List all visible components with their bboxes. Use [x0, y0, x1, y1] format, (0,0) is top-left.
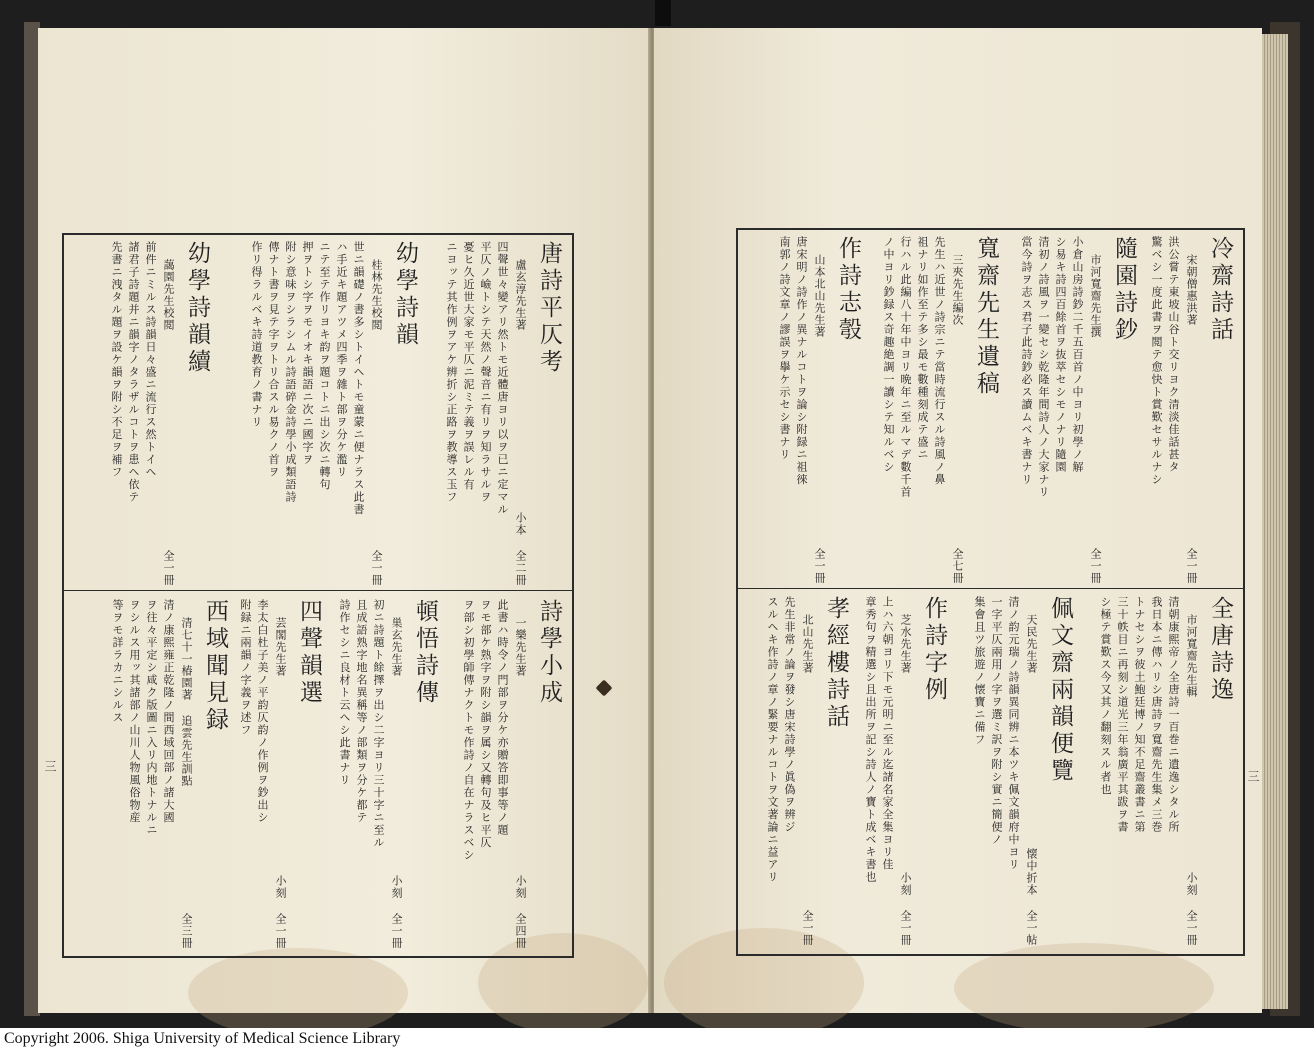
- entry-body-line: 清初ノ詩風ヲ一變セシ乾隆年間詩人ノ大家ナリ: [1037, 236, 1050, 499]
- book-author: 宋朝僧惠洪著: [1185, 254, 1198, 326]
- entry-body-line: スルヘキ作詩ノ章ノ緊要ナルコトヲ文著論ニ益アリ: [766, 596, 779, 884]
- catalog-entry: [237, 599, 326, 949]
- frame-divider: [64, 590, 572, 591]
- entry-body-line: 先生ハ近世ノ詩宗ニテ當時流行スル詩風ノ鼻: [933, 236, 946, 486]
- entry-body-line: 傳ナト書ヲ見テ字ヲトリ合スル易クノ首ヲ: [267, 241, 280, 479]
- entry-body-line: ヲ部シ初學師傳ナクトモ作詩ノ自在ナラスベシ: [462, 599, 475, 862]
- book-title: 隨園詩鈔: [1111, 236, 1137, 344]
- book-volume: 全一冊: [801, 910, 814, 946]
- page-folio: 三: [1246, 770, 1260, 782]
- book-volume: 小刻 全一冊: [1185, 872, 1198, 946]
- book-volume: 全一冊: [813, 548, 826, 584]
- book-title: 詩學小成: [536, 599, 562, 707]
- book-author: 天民先生著: [1025, 614, 1038, 674]
- book-volume: 小刻 全一冊: [390, 875, 403, 949]
- catalog-entry: [764, 596, 853, 946]
- entry-body-line: 平仄ノ嶮トシテ天然ノ聲音ニ有リヲ知ラサルヲ: [479, 241, 492, 504]
- entry-body-line: 憂ヒ久近世大家モ平仄ニ泥ミテ義ヲ誤レル有: [462, 241, 475, 491]
- book-author: 清七十一椿園著 追雲先生訓點: [180, 617, 193, 787]
- book-author: 芝水先生著: [899, 614, 912, 674]
- book-title: 四聲韻選: [296, 599, 322, 707]
- book-author: 桂林先生校閲: [370, 259, 383, 331]
- entry-body-line: 初ニ詩題ト餘擇ヲ出シ二字ヨリ三十字ニ至ル: [372, 599, 385, 849]
- book-author: 市河寬齋先生輯: [1185, 614, 1198, 698]
- entry-body-line: 且成語熟字地名異稱等ノ部類ヲ分ケ都テ: [355, 599, 368, 824]
- book-title: 作詩志彀: [835, 236, 861, 344]
- entry-body-line: ヲ往々平定シ咸ク版圖ニ入リ内地トナルニ: [145, 599, 158, 837]
- book-volume: 小本 全二冊: [514, 512, 527, 586]
- entry-body-line: 南郭ノ詩文章ノ謬誤ヲ擧ケ示セシ書ナリ: [778, 236, 791, 461]
- catalog-entry: [460, 599, 566, 949]
- book-author: 市河寬齋先生撰: [1089, 254, 1102, 338]
- book-title: 寬齋先生遺稿: [973, 236, 999, 398]
- frame-divider: [738, 588, 1243, 589]
- book-volume: 小刻 全一冊: [274, 875, 287, 949]
- book-volume: 懐中折本 全一帖: [1025, 848, 1038, 946]
- entry-body-line: 四聲世々變アリ然トモ近體唐ヨリ以ヲ已ニ定マル: [496, 241, 509, 516]
- entry-body-line: 祖ナリ如作至テ多シ最モ數種刻成テ盛ニ: [916, 236, 929, 461]
- entry-body-line: 三十帙目ニ再刻シ道光三年翁廣平其跋ヲ書: [1116, 596, 1129, 834]
- book-title: 孝經樓詩話: [823, 596, 849, 731]
- catalog-entry: [1018, 236, 1141, 584]
- book-title: 幼學詩韻: [392, 241, 418, 349]
- entry-body-line: 作リ得ラルベキ詩道教育ノ書ナリ: [250, 241, 263, 429]
- book-volume: 全三冊: [180, 913, 193, 949]
- entry-body-line: 集會且ツ旅遊ノ懐寶ニ備フ: [973, 596, 986, 746]
- catalog-entry: [971, 596, 1077, 946]
- water-stain: [188, 948, 408, 1028]
- page-edges: [1262, 34, 1288, 1009]
- entry-body-line: 等ヲモ詳ラカニシルス: [111, 599, 124, 724]
- book-title: 幼學詩韻續: [184, 241, 210, 376]
- entry-body-line: ノ中ヨリ鈔録ス奇趣絶調一讀シテ知ルベシ: [882, 236, 895, 474]
- entry-body-line: 章秀句ヲ精選シ且出所ヲ記シ詩人ノ寶ト成ベキ書也: [864, 596, 877, 884]
- right-catalog-frame: [736, 228, 1245, 956]
- book-author: 芸閣先生著: [274, 617, 287, 677]
- entry-body-line: シ極テ賞歎ス今又其ノ翻刻スル者也: [1099, 596, 1112, 796]
- entry-body-line: 前件ニミルス詩韻日々盛ニ流行ス然トイヘ: [144, 241, 157, 479]
- catalog-entry: [443, 241, 566, 586]
- entry-body-line: 此書ハ時令ノ門部ヲ分ケ亦贈答即事等ノ題: [496, 599, 509, 837]
- entry-body-line: 當今詩ヲ志ス君子此詩鈔必ス讀ムベキ書ナリ: [1020, 236, 1033, 486]
- catalog-entry: [776, 236, 865, 584]
- entry-body-line: 先書ニ洩タル題ヲ設ケ韻ヲ附シ不足ヲ補フ: [110, 241, 123, 479]
- entry-body-line: トナセシヲ彼土鮑廷博ノ知不足齋叢書ニ第: [1133, 596, 1146, 834]
- book-volume: 小刻 全四冊: [514, 875, 527, 949]
- catalog-entry: [862, 596, 951, 946]
- entry-body-line: ヲモ部ケ熟字ヲ附シ韻ヲ属シ又轉句及ヒ平仄: [479, 599, 492, 849]
- book-title: 唐詩平仄考: [536, 241, 562, 376]
- book-volume: 全一冊: [1185, 548, 1198, 584]
- entry-body-line: 上ハ六朝ヨリ下モ元明ニ至ル迄諸名家全集ヨリ佳: [881, 596, 894, 871]
- entry-body-line: 一字平仄兩用ノ字ヲ選ミ訳ヲ附シ實ニ簡便ノ: [990, 596, 1003, 846]
- page-folio: 三: [43, 760, 57, 772]
- bookmark-ribbon: [655, 0, 671, 26]
- catalog-entry: [1148, 236, 1237, 584]
- entry-body-line: 押ヲトシ字ヲモイオキ韻語ニ次ニ國字ヲ: [301, 241, 314, 466]
- entry-body-line: 清ノ康熙雍正乾隆ノ間西域回部ノ諸大國: [162, 599, 175, 824]
- entry-body-line: 驚ベシ一度此書ヲ閲テ愈快ト賞歎セサルナシ: [1150, 236, 1163, 486]
- copyright-notice: Copyright 2006. Shiga University of Medical Science Library: [4, 1030, 401, 1047]
- book-title: 頓悟詩傳: [412, 599, 438, 707]
- entry-body-line: 諸君子詩題并ニ韻字ノタラザルコトヲ患ヘ依テ: [127, 241, 140, 504]
- entry-body-line: 我日本ニ傳ハリシ唐詩ヲ寬齋先生集メ三巻: [1150, 596, 1163, 834]
- catalog-entry: [248, 241, 422, 586]
- entry-body-line: ニテ至テ作リヨキ韵ヲ題コトニ出シ次ニ轉句: [318, 241, 331, 491]
- book-author: 三夾先生編次: [951, 254, 964, 326]
- entry-body-line: 世ニ韻礎ノ書多シトイヘトモ童蒙ニ便ナラス此書: [352, 241, 365, 516]
- entry-body-line: ニヨッテ其作例ヲアケ辨折シ正路ヲ教導ス玉フ: [445, 241, 458, 504]
- entry-body-line: 詩作セシニ良材ト云ヘシ此書ナリ: [338, 599, 351, 787]
- entry-body-line: 清朝康熙帝ノ全唐詩一百巻ニ遺逸シタル所: [1167, 596, 1180, 834]
- entry-body-line: ハ手近キ題アツメ四季ヲ雜ト部ヲ分ケ濫リ: [335, 241, 348, 479]
- book-volume: 全一冊: [1089, 548, 1102, 584]
- book-title: 全唐詩逸: [1207, 596, 1233, 704]
- book-author: 北山先生著: [801, 614, 814, 674]
- book-author: 山本北山先生著: [813, 254, 826, 338]
- book-volume: 全一冊: [162, 550, 175, 586]
- entry-body-line: 附シ意味ヲシラシムル詩語碎金詩學小成類語詩: [284, 241, 297, 504]
- catalog-entry: [108, 241, 214, 586]
- entry-body-line: 清ノ韵元瑞ノ詩韻異同辨ニ本ツキ佩文韻府中ヨリ: [1007, 596, 1020, 871]
- book-author: 盧玄淳先生著: [514, 259, 527, 331]
- book-volume: 全一冊: [370, 550, 383, 586]
- entry-body-line: シ易キ詩四百餘首ヲ抜萃セシモノナリ隨園: [1054, 236, 1067, 474]
- entry-body-line: 唐宋明ノ詩作ノ異ナルコトヲ論シ附録ニ祖徠: [795, 236, 808, 486]
- book-volume: 全七冊: [951, 548, 964, 584]
- catalog-entry: [880, 236, 1003, 584]
- entry-body-line: ヲシルス用ッ其諸部ノ山川人物風俗物産: [128, 599, 141, 824]
- entry-body-line: 洪公嘗テ東坡山谷ト交リヨク清淡佳話甚タ: [1167, 236, 1180, 474]
- catalog-entry: [336, 599, 442, 949]
- book-author: 一樂先生著: [514, 617, 527, 677]
- book-volume: 小刻 全一冊: [899, 872, 912, 946]
- entry-body-line: 李太白杜子美ノ平韵仄韵ノ作例ヲ鈔出シ: [256, 599, 269, 824]
- entry-body-line: 先生非常ノ論ヲ發シ唐宋詩學ノ眞偽ヲ辨ジ: [783, 596, 796, 834]
- book-title: 西域聞見録: [202, 599, 228, 734]
- catalog-entry: [109, 599, 232, 949]
- book-author: 藹園先生校閲: [162, 259, 175, 331]
- entry-body-line: 行ハル此編八十年中ヨリ晩年ニ至ルマデ數千首: [899, 236, 912, 499]
- book-title: 作詩字例: [921, 596, 947, 704]
- left-catalog-frame: [62, 233, 574, 958]
- entry-body-line: 附録ニ兩韻ノ字義ヲ述フ: [239, 599, 252, 737]
- catalog-entry: [1097, 596, 1237, 946]
- entry-body-line: 小倉山房詩鈔二千五百首ノ中ヨリ初學ノ解: [1071, 236, 1084, 474]
- book-title: 冷齋詩話: [1207, 236, 1233, 344]
- book-title: 佩文齋兩韻便覽: [1047, 596, 1073, 785]
- book-author: 巣玄先生著: [390, 617, 403, 677]
